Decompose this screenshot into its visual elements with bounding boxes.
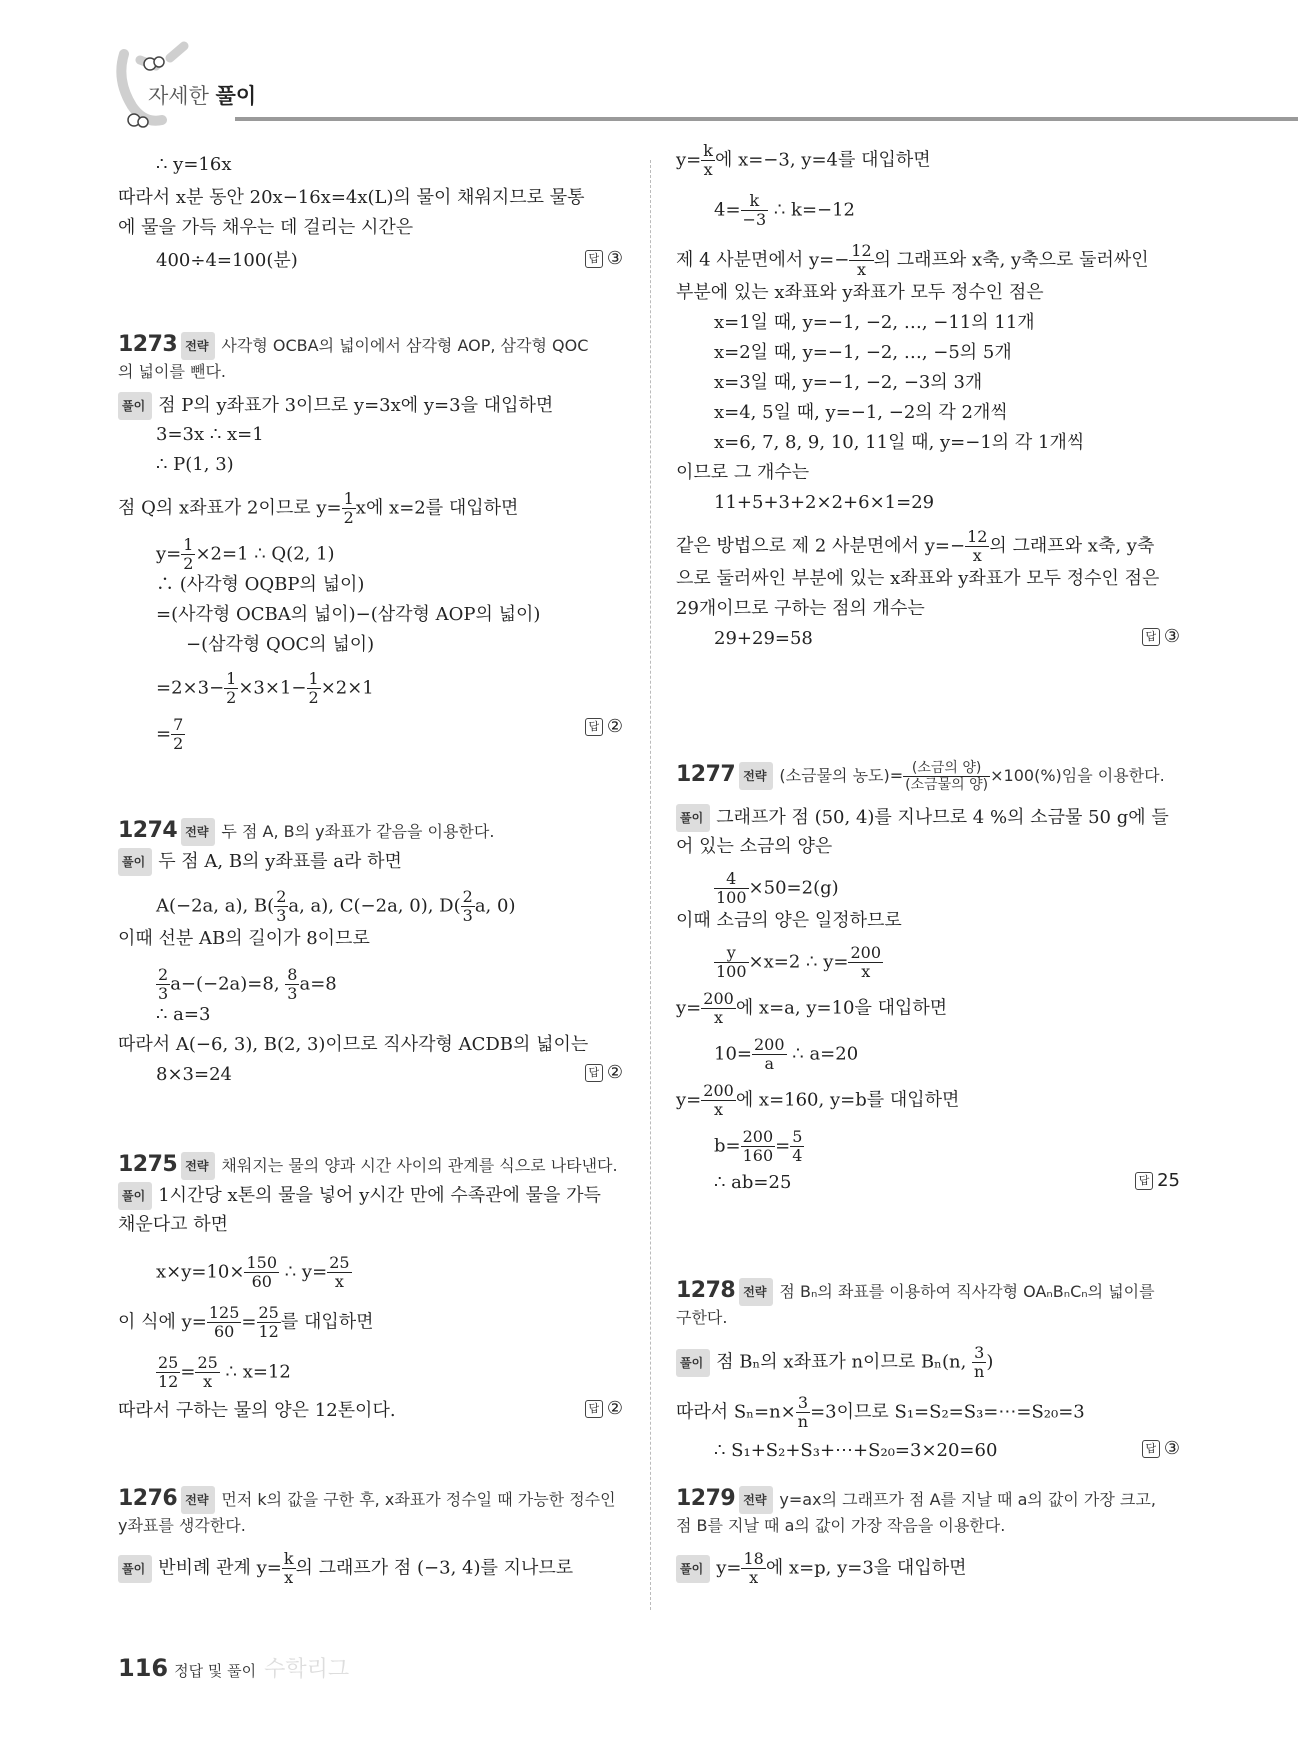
answer-mark: 답 ②: [585, 1398, 623, 1419]
strategy-text: 사각형 OCBA의 넓이에서 삼각형 AOP, 삼각형 QOC: [221, 336, 589, 355]
problem-number: 1277: [676, 762, 736, 787]
count-row: x=3일 때, y=−1, −2, −3의 3개: [714, 372, 983, 393]
solution-line: 제 4 사분면에서 y=− $\frac{12}{x}$ 의 그래프와 x축, y축으로 둘러싸인: [676, 241, 1149, 279]
intro-line: 따라서 x분 동안 20x−16x=4x(L)의 물이 채워지므로 물통: [118, 187, 585, 208]
count-row: x=6, 7, 8, 9, 10, 11일 때, y=−1의 각 1개씩: [714, 432, 1085, 453]
solution-line: 29개이므로 구하는 점의 개수는: [676, 598, 925, 619]
solution-tag: 풀이: [118, 1182, 152, 1210]
footer-label: 정답 및 풀이: [174, 1662, 257, 1680]
page-header: [0, 0, 1298, 140]
solution-line: $\frac{25}{12}$ = $\frac{25}{x}$ ∴ x=12: [158, 1353, 291, 1391]
section-title: 자세한 풀이: [148, 84, 257, 108]
solution-line: x×y=10× $\frac{150}{60}$ ∴ y= $\frac{25}{x}$: [156, 1253, 350, 1291]
strategy-text: 구한다.: [676, 1308, 728, 1327]
strategy-text: 먼저 k의 값을 구한 후, x좌표가 정수일 때 가능한 정수인: [221, 1490, 616, 1509]
strategy-tag: 전략: [181, 1152, 215, 1180]
solution-line: 10= $\frac{200}{a}$ ∴ a=20: [714, 1035, 859, 1073]
solution-line: ∴ P(1, 3): [156, 454, 234, 475]
solution-line: 따라서 Sₙ=n× $\frac{3}{n}$ =3이므로 S₁=S₂=S₃=⋯=S₂₀=3: [676, 1393, 1085, 1431]
problem-number: 1274: [118, 818, 178, 843]
solution-tag: 풀이: [676, 804, 710, 832]
solution-line: = $\frac{7}{2}$: [156, 715, 184, 753]
answer-mark: 답 ③: [1142, 1438, 1180, 1459]
strategy-tag: 전략: [739, 762, 773, 790]
solution-line: 두 점 A, B의 y좌표를 a라 하면: [158, 851, 402, 872]
count-row: x=4, 5일 때, y=−1, −2의 각 2개씩: [714, 402, 1008, 423]
strategy-text: 점 Bₙ의 좌표를 이용하여 직사각형 OAₙBₙCₙ의 넓이를: [779, 1282, 1155, 1301]
solution-line: =(사각형 OCBA의 넓이)−(삼각형 AOP의 넓이): [156, 604, 541, 625]
solution-line: 1시간당 x톤의 물을 넣어 y시간 만에 수족관에 물을 가득: [158, 1185, 601, 1206]
solution-line: A(−2a, a), B( $\frac{2}{3}$ a, a), C(−2a, 0), D( $\frac{2}{3}$ a, 0): [156, 887, 516, 925]
count-row: x=1일 때, y=−1, −2, …, −11의 11개: [714, 312, 1035, 333]
solution-line: b= $\frac{200}{160}$ = $\frac{5}{4}$: [714, 1127, 803, 1165]
solution-tag: 풀이: [118, 392, 152, 420]
solution-line: 그래프가 점 (50, 4)를 지나므로 4 %의 소금물 50 g에 들: [716, 807, 1169, 828]
solution-line: 3=3x ∴ x=1: [156, 424, 264, 445]
solution-line: ∴ (사각형 OQBP의 넓이): [156, 574, 365, 595]
solution-tag: 풀이: [118, 848, 152, 876]
solution-line: 어 있는 소금의 양은: [676, 836, 833, 857]
solution-line: 풀이 y= $\frac{18}{x}$ 에 x=p, y=3을 대입하면: [676, 1550, 967, 1587]
solution-tag: 풀이: [676, 1349, 710, 1377]
solution-line: 이때 선분 AB의 길이가 8이므로: [118, 928, 370, 949]
solution-line: 풀이 반비례 관계 y= $\frac{k}{x}$ 의 그래프가 점 (−3, 4)를 지나므로: [118, 1550, 573, 1587]
strategy-tag: 전략: [739, 1278, 773, 1306]
solution-line: y= $\frac{1}{2}$ ×2=1 ∴ Q(2, 1): [156, 535, 335, 573]
answer-mark: 답 ②: [585, 716, 623, 737]
solution-line: ∴ a=3: [156, 1004, 211, 1025]
solution-line: 따라서 구하는 물의 양은 12톤이다.: [118, 1400, 396, 1421]
strategy-text: y=ax의 그래프가 점 A를 지날 때 a의 값이 가장 크고,: [779, 1490, 1156, 1509]
strategy-text: 두 점 A, B의 y좌표가 같음을 이용한다.: [221, 822, 495, 841]
solution-line: =2×3− $\frac{1}{2}$ ×3×1− $\frac{1}{2}$ ×2×1: [156, 669, 374, 707]
solution-tag: 풀이: [118, 1555, 152, 1583]
answer-mark: 답 ③: [1142, 626, 1180, 647]
strategy-tag: 전략: [181, 818, 215, 846]
solution-line: 같은 방법으로 제 2 사분면에서 y=− $\frac{12}{x}$ 의 그래프와 x축, y축: [676, 527, 1155, 565]
page-footer: [118, 1652, 349, 1683]
strategy-text: 채워지는 물의 양과 시간 사이의 관계를 식으로 나타낸다.: [221, 1156, 618, 1175]
solution-line: 이 식에 y= $\frac{125}{60}$ = $\frac{25}{12}$ 를 대입하면: [118, 1303, 374, 1341]
solution-line: 으로 둘러싸인 부분에 있는 x좌표와 y좌표가 모두 정수인 점은: [676, 568, 1160, 589]
solution-line: 4= $\frac{k}{-3}$ ∴ k=−12: [714, 191, 856, 229]
strategy-text: (소금물의 농도)= $\frac{\text{(소금의 양)}}{\text{(소금물의 양)}}$ ×100(%)임을 이용한다.: [779, 760, 1165, 793]
solution-line: 이므로 그 개수는: [676, 462, 810, 483]
strategy-tag: 전략: [739, 1486, 773, 1514]
column-divider: [650, 160, 651, 1610]
problem-number: 1279: [676, 1486, 736, 1511]
watermark: 수학리그: [264, 1657, 350, 1682]
solution-line: ∴ S₁+S₂+S₃+⋯+S₂₀=3×20=60: [714, 1440, 998, 1461]
strategy-tag: 전략: [181, 332, 215, 360]
problem-number: 1275: [118, 1152, 178, 1177]
problem-number: 1276: [118, 1486, 178, 1511]
problem-number: 1278: [676, 1278, 736, 1303]
solution-line: 채운다고 하면: [118, 1214, 229, 1235]
intro-line: ∴ y=16x: [156, 154, 232, 175]
solution-line: $\frac{2}{3}$ a−(−2a)=8, $\frac{8}{3}$ a=8: [158, 965, 337, 1003]
intro-line: 에 물을 가득 채우는 데 걸리는 시간은: [118, 217, 414, 238]
solution-line: y= $\frac{200}{x}$ 에 x=160, y=b를 대입하면: [676, 1081, 960, 1119]
solution-line: y= $\frac{200}{x}$ 에 x=a, y=10을 대입하면: [676, 989, 948, 1027]
strategy-text: y좌표를 생각한다.: [118, 1516, 246, 1535]
solution-line: −(삼각형 QOC의 넓이): [186, 634, 375, 655]
answer-mark: 답 25: [1135, 1170, 1180, 1191]
solution-line: y= $\frac{k}{x}$ 에 x=−3, y=4를 대입하면: [676, 141, 931, 179]
solution-line: 이때 소금의 양은 일정하므로: [676, 910, 902, 931]
solution-tag: 풀이: [676, 1555, 710, 1583]
solution-line: 29+29=58: [714, 628, 813, 649]
problem-number: 1273: [118, 332, 178, 357]
page-number: 116: [118, 1654, 169, 1682]
header-rule: [235, 117, 1298, 121]
strategy-tag: 전략: [181, 1486, 215, 1514]
solution-line: $\frac{y}{100}$ ×x=2 ∴ y= $\frac{200}{x}$: [716, 943, 882, 981]
answer-mark: 답 ②: [585, 1062, 623, 1083]
solution-line: 점 Q의 x좌표가 2이므로 y= $\frac{1}{2}$ x에 x=2를 대입하면: [118, 489, 519, 527]
solution-line: 11+5+3+2×2+6×1=29: [714, 492, 935, 513]
solution-line: ∴ ab=25: [714, 1172, 792, 1193]
solution-line: 풀이 점 Bₙ의 x좌표가 n이므로 Bₙ(n, $\frac{3}{n}$ ): [676, 1344, 993, 1381]
count-row: x=2일 때, y=−1, −2, …, −5의 5개: [714, 342, 1012, 363]
intro-line: 400÷4=100(분): [156, 250, 298, 271]
answer-mark: 답 ③: [585, 248, 623, 269]
solution-line: 부분에 있는 x좌표와 y좌표가 모두 정수인 점은: [676, 282, 1044, 303]
solution-line: $\frac{4}{100}$ ×50=2(g): [716, 869, 839, 907]
solution-line: 점 P의 y좌표가 3이므로 y=3x에 y=3을 대입하면: [158, 395, 554, 416]
strategy-text: 의 넓이를 뺀다.: [118, 362, 226, 381]
strategy-text: 점 B를 지날 때 a의 값이 가장 작음을 이용한다.: [676, 1516, 1006, 1535]
solution-line: 따라서 A(−6, 3), B(2, 3)이므로 직사각형 ACDB의 넓이는: [118, 1034, 589, 1055]
solution-line: 8×3=24: [156, 1064, 232, 1085]
